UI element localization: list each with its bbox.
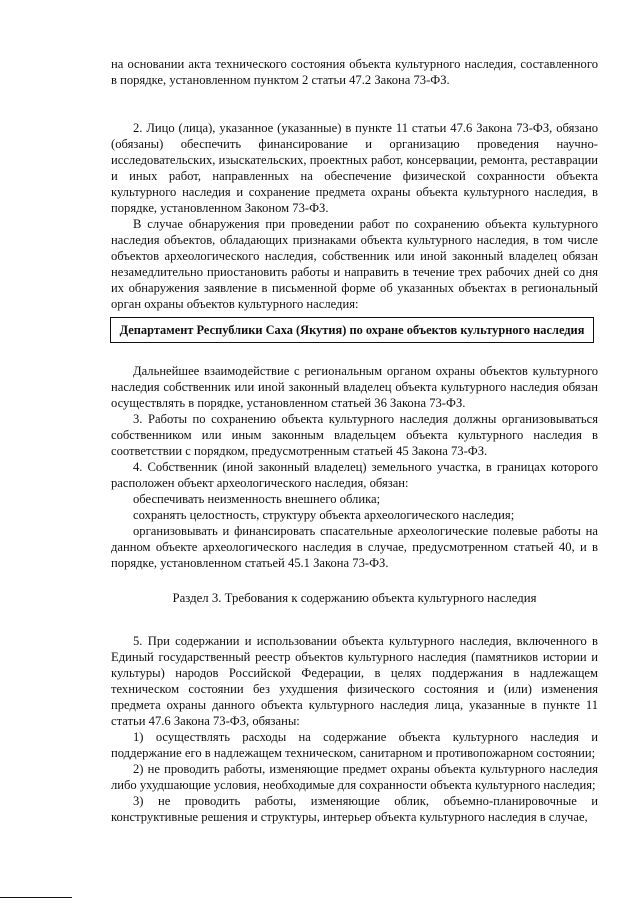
paragraph: Дальнейшее взаимодействие с региональным органом охраны объектов культурного наследия собственник или иной законный владелец объекта культурного наследия обязан осуществлять в порядке, установленном статьей 36 Закона 73-ФЗ.: [111, 364, 598, 410]
clauses-3-4: [111, 363, 598, 571]
section-heading: Раздел 3. Требования к содержанию объекта культурного наследия: [172, 591, 537, 605]
paragraph: 3. Работы по сохранению объекта культурного наследия должны организовываться собственником или иным законным владельцем объекта культурного наследия в соответствии с порядком, предусмотренным статьей 45 Закона 73-ФЗ.: [111, 412, 598, 458]
paragraph: 4. Собственник (иной законный владелец) земельного участка, в границах которого расположен объект археологического наследия, обязан:: [111, 460, 598, 490]
paragraph: на основании акта технического состояния объекта культурного наследия, составленного в порядке, установленном пунктом 2 статьи 47.2 Закона 73-ФЗ.: [111, 57, 598, 87]
authority-box: Департамент Республики Саха (Якутия) по охране объектов культурного наследия: [110, 317, 594, 343]
paragraph: 3) не проводить работы, изменяющие облик, объемно-планировочные и конструктивные решения и структуры, интерьер объекта культурного наследия в случае,: [111, 794, 598, 824]
paragraph: 1) осуществлять расходы на содержание объекта культурного наследия и поддержание его в надлежащем техническом, санитарном и противопожарном состоянии;: [111, 730, 598, 760]
paragraph: 2. Лицо (лица), указанное (указанные) в пункте 11 статьи 47.6 Закона 73-ФЗ, обязано (обязаны) обеспечить финансирование и организацию проведения научно-исследовательских, изыскательских, проектных работ, консервации, ремонта, реставрации и иных работ, направленных на обеспечение физической сохранности объекта культурного наследия и сохранение предмета охраны объекта культурного наследия, в порядке, установленном Законом 73-ФЗ.: [111, 121, 598, 215]
paragraph: 5. При содержании и использовании объекта культурного наследия, включенного в Единый государственный реестр объектов культурного наследия (памятников истории и культуры) народов Российской Федерации, в целях поддержания в надлежащем техническом состоянии без ухудшения физического состояния и (или) изменения предмета охраны данного объекта культурного наследия лица, указанные в пункте 11 статьи 47.6 Закона 73-ФЗ, обязаны:: [111, 634, 598, 728]
paragraph: В случае обнаружения при проведении работ по сохранению объекта культурного наследия объектов, обладающих признаками объекта культурного наследия, в том числе объектов археологического наследия, собственник или иной законный владелец обязан незамедлительно приостановить работы и направить в течение трех рабочих дней со дня их обнаружения заявление в письменной форме об указанных объектах в региональный орган охраны объектов культурного наследия:: [111, 217, 598, 311]
paragraph: организовывать и финансировать спасательные археологические полевые работы на данном объекте археологического наследия в случае, предусмотренном статьей 40, и в порядке, установленном статьей 45.1 Закона 73-ФЗ.: [111, 524, 598, 570]
paragraph: 2) не проводить работы, изменяющие предмет охраны объекта культурного наследия либо ухудшающие условия, необходимые для сохранности объекта культурного наследия;: [111, 762, 598, 792]
clause-2: [111, 120, 598, 312]
footnote-separator: [0, 897, 72, 898]
paragraph: сохранять целостность, структуру объекта археологического наследия;: [133, 508, 515, 522]
continuation-text: [111, 56, 598, 88]
clause-5: [111, 633, 598, 825]
paragraph: обеспечивать неизменность внешнего облика;: [133, 492, 381, 506]
